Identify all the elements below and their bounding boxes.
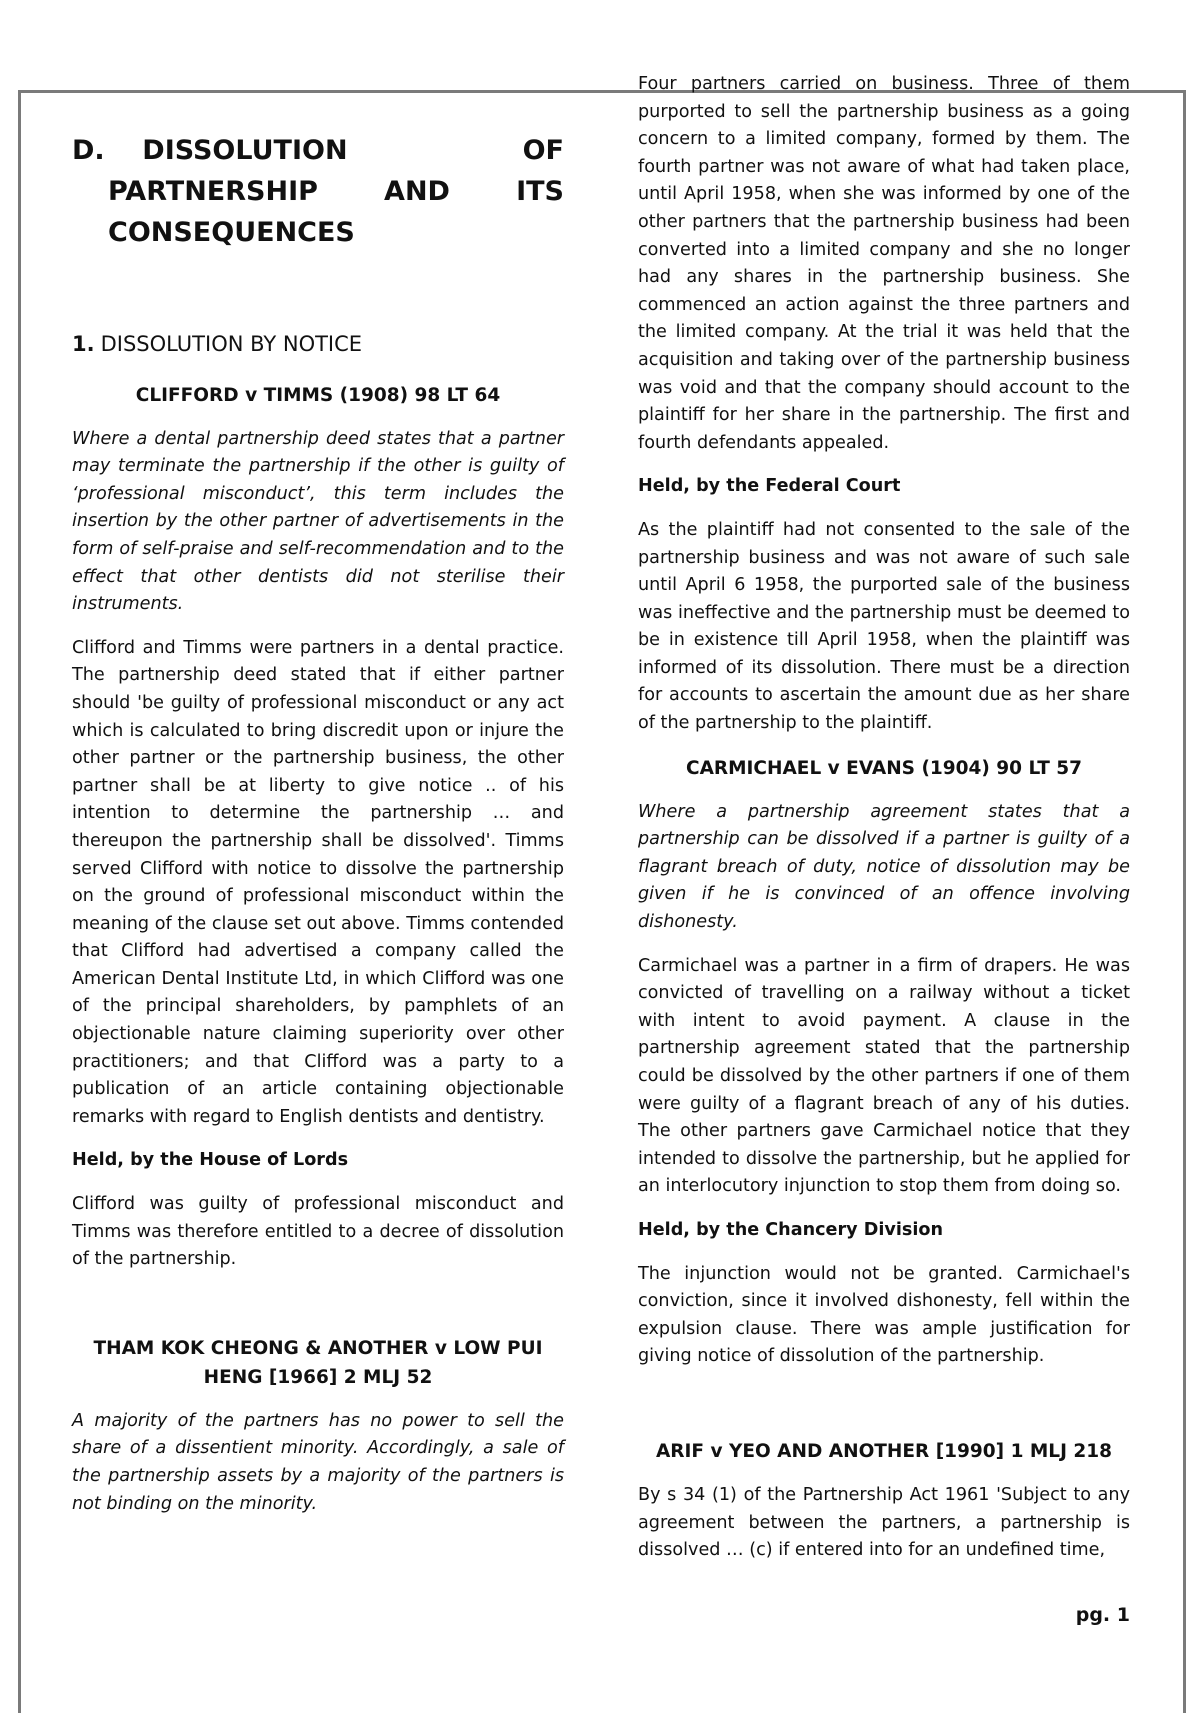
case-facts: By s 34 (1) of the Partnership Act 1961 'Subject to any agreement between the partners, a partnership is dissolved … (c) if entered into for an undefined time, xyxy=(638,1484,1130,1561)
heading-word: OF xyxy=(522,135,564,166)
held-heading: Held, by the Federal Court xyxy=(638,476,901,497)
case-title: CARMICHAEL v EVANS (1904) 90 LT 57 xyxy=(686,757,1082,779)
left-column xyxy=(72,120,564,1534)
held-heading: Held, by the House of Lords xyxy=(72,1150,349,1171)
right-column xyxy=(638,71,1130,1581)
section-number: 1. xyxy=(72,332,95,356)
case-summary: Where a partnership agreement states that a partnership can be dissolved if a partner is guilty of a flagrant breach of duty, notice of dissolution may be given if he is convinced of an offence involving dishonesty. xyxy=(638,801,1130,933)
heading-word: CONSEQUENCES xyxy=(108,217,355,248)
held-heading: Held, by the Chancery Division xyxy=(638,1219,943,1240)
section-title: DISSOLUTION BY NOTICE xyxy=(100,332,363,356)
heading-letter: D. xyxy=(72,135,105,166)
case-summary: A majority of the partners has no power to sell the share of a dissentient minority. Accordingly, a sale of the partnership assets by a majority of the partners is not binding on the minority. xyxy=(72,1410,564,1514)
case-title: THAM KOK CHEONG & ANOTHER v LOW PUI HENG [1966] 2 MLJ 52 xyxy=(93,1337,543,1388)
held-text: As the plaintiff had not consented to the sale of the partnership business and was not aware of such sale until April 6 1958, the purported sale of the business was ineffective and the partnership must be deemed to be in existence till April 1958, when the plaintiff was informed of its dissolution. There must be a direction for accounts to ascertain the amount due as her share of the partnership to the plaintiff. xyxy=(638,519,1130,734)
held-text: Clifford was guilty of professional misconduct and Timms was therefore entitled to a decree of dissolution of the partnership. xyxy=(72,1194,564,1270)
case-title: ARIF v YEO AND ANOTHER [1990] 1 MLJ 218 xyxy=(655,1440,1113,1462)
heading-word: AND xyxy=(384,176,450,207)
page-number: pg. 1 xyxy=(1075,1604,1130,1626)
held-text: The injunction would not be granted. Carmichael's conviction, since it involved dishonesty, fell within the expulsion clause. There was ample justification for giving notice of dissolution of the partnership. xyxy=(638,1263,1130,1367)
case-summary: Where a dental partnership deed states that a partner may terminate the partnership if the other is guilty of ‘professional misconduct’, this term includes the insertion by the other partner of advertisements in the form of self-praise and self-recommendation and to the effect that other dentists did not sterilise their instruments. xyxy=(72,428,564,615)
case-facts: Clifford and Timms were partners in a dental practice. The partnership deed stated that if either partner should 'be guilty of professional misconduct or any act which is calculated to bring discredit upon or injure the other partner or the partnership business, the other partner shall be at liberty to give notice .. of his intention to determine the partnership … and thereupon the partnership shall be dissolved'. Timms served Clifford with notice to dissolve the partnership on the ground of professional misconduct within the meaning of the clause set out above. Timms contended that Clifford had advertised a company called the American Dental Institute Ltd, in which Clifford was one of the principal shareholders, by pamphlets of an objectionable nature claiming superiority over other practitioners; and that Clifford was a party to a publication of an article containing objectionable remarks with regard to English dentists and dentistry. xyxy=(72,637,564,1127)
section-heading xyxy=(72,331,564,359)
case-facts: Four partners carried on business. Three of them purported to sell the partnership business as a going concern to a limited company, formed by them. The fourth partner was not aware of what had taken place, until April 1958, when she was informed by one of the other partners that the partnership business had been converted into a limited company and she no longer had any shares in the partnership business. She commenced an action against the three partners and the limited company. At the trial it was held that the acquisition and taking over of the partnership business was void and that the company should account to the plaintiff for her share in the partnership. The first and fourth defendants appealed. xyxy=(638,74,1130,453)
heading-word: DISSOLUTION xyxy=(142,135,348,166)
heading-word: PARTNERSHIP xyxy=(108,176,318,207)
case-facts: Carmichael was a partner in a firm of drapers. He was convicted of travelling on a railway without a ticket with intent to avoid payment. A clause in the partnership agreement stated that the partnership could be dissolved by the other partners if one of them were guilty of a flagrant breach of any of his duties. The other partners gave Carmichael notice that they intended to dissolve the partnership, but he applied for an interlocutory injunction to stop them from doing so. xyxy=(638,955,1130,1197)
heading-word: ITS xyxy=(516,176,564,207)
case-title: CLIFFORD v TIMMS (1908) 98 LT 64 xyxy=(135,384,501,406)
chapter-heading xyxy=(72,130,564,253)
